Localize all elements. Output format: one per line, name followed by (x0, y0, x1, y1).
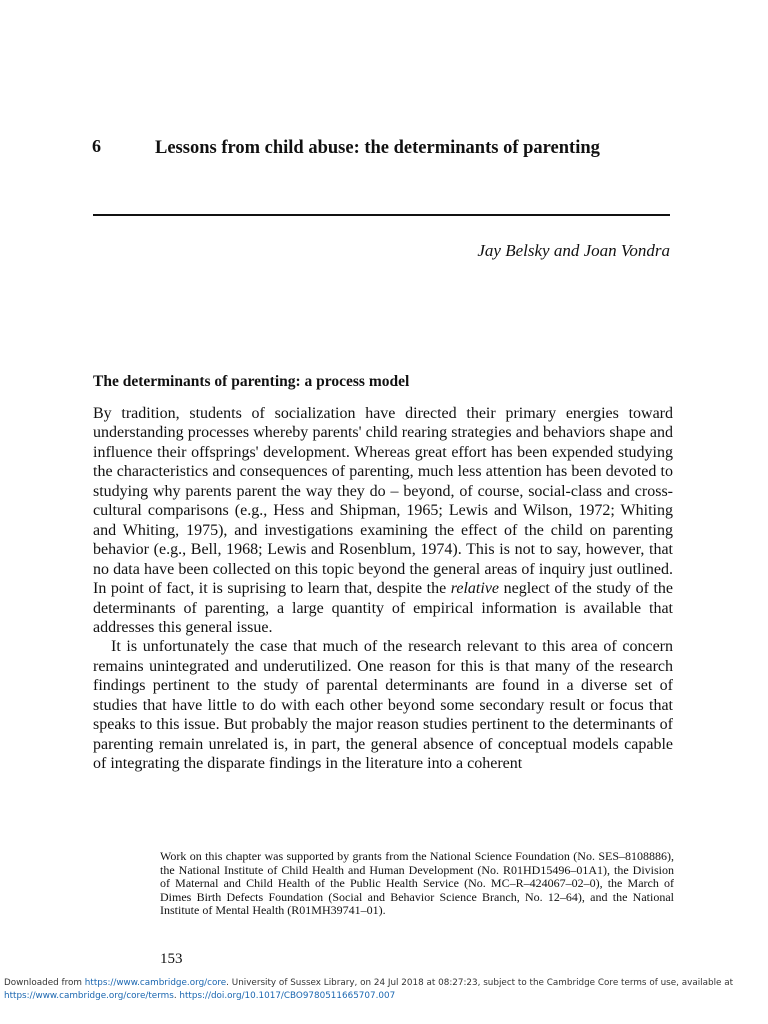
download-notice: Downloaded from https://www.cambridge.org/core. University of Sussex Library, on 24 Jul 2018 at 08:27:23, subject to the Cambridge Core terms of use, available at https://www.cambridge.org/core/terms. https://doi.org/10.1017/CBO9780511665707.007 (4, 978, 734, 1001)
chapter-title: Lessons from child abuse: the determinants of parenting (155, 138, 600, 158)
paragraph-1 (93, 404, 673, 637)
page-number: 153 (160, 951, 183, 967)
acknowledgment-footnote: Work on this chapter was supported by grants from the National Science Foundation (No. SES–8108886), the National Institute of Child Health and Human Development (No. R01HD15496–01A1), the Division of Maternal and Child Health of the Public Health Service (No. MC–R–424067–02–0), the March of Dimes Birth Defects Foundation (Social and Behavior Science Branch, No. 12–64), and the National Institute of Mental Health (R01MH39741–01). (160, 849, 674, 918)
chapter-authors: Jay Belsky and Joan Vondra (477, 241, 670, 260)
doi-link[interactable]: https://doi.org/10.1017/CBO9780511665707.007 (179, 991, 396, 1001)
title-divider (93, 214, 670, 216)
section-heading: The determinants of parenting: a process model (93, 373, 410, 390)
paragraph-2: It is unfortunately the case that much of the research relevant to this area of concern remains unintegrated and underutilized. One reason for this is that many of the research findings pertinent to the study of parental determinants are found in a diverse set of studies that have little to do with each other beyond some secondary result or focus that speaks to this issue. But probably the major reason studies pertinent to the determinants of parenting remain unrelated is, in part, the general absence of conceptual models capable of integrating the disparate findings in the literature into a coherent (93, 638, 673, 773)
chapter-number: 6 (92, 136, 101, 156)
paragraph-1-text-start: By tradition, students of socialization have directed their primary energies toward understanding processes whereby parents' child rearing strategies and behaviors shape and influence their offsprings' development. Whereas great effort has been expended studying the characteristics and consequences of parenting, much less attention has been devoted to studying why parents parent the way they do – beyond, of course, social-class and cross-cultural comparisons (e.g., Hess and Shipman, 1965; Lewis and Wilson, 1972; Whiting and Whiting, 1975), and investigations examining the effect of the child on parenting behavior (e.g., Bell, 1968; Lewis and Rosenblum, 1974). This is not to say, however, that no data have been collected on this topic beyond the general areas of inquiry just outlined. In point of fact, it is suprising to learn that, despite the (93, 405, 673, 598)
download-notice-middle: . University of Sussex Library, on 24 Jul 2018 at 08:27:23, subject to the Cambridge Core terms of use, available at (226, 978, 734, 988)
cambridge-core-link[interactable]: https://www.cambridge.org/core (84, 978, 227, 988)
body-text (93, 404, 673, 774)
paragraph-1-italic-term: relative (450, 580, 500, 598)
cambridge-terms-link[interactable]: https://www.cambridge.org/core/terms (4, 991, 174, 1001)
paragraph-1-text-end: neglect of the study of the determinants of parenting, a large quantity of empirical information is available that addresses this general issue. (93, 580, 674, 636)
download-notice-prefix: Downloaded from (4, 978, 82, 988)
